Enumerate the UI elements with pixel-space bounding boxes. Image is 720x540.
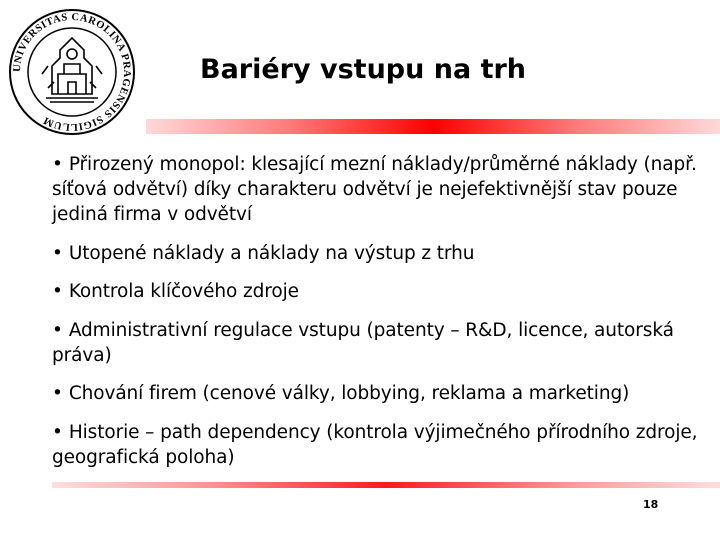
title-divider bbox=[146, 119, 720, 134]
university-seal bbox=[8, 8, 136, 136]
bullet-item bbox=[52, 279, 702, 304]
bullet-item bbox=[52, 420, 702, 470]
bullet-dot: • bbox=[52, 421, 63, 443]
bullet-dot: • bbox=[52, 281, 63, 302]
slide-title: Bariéry vstupu na trh bbox=[200, 54, 527, 85]
bullet-item bbox=[52, 318, 702, 368]
bullet-item bbox=[52, 152, 702, 227]
bullet-list bbox=[52, 152, 702, 483]
bullet-dot: • bbox=[52, 242, 63, 264]
bullet-text: Utopené náklady a náklady na výstup z trhu bbox=[68, 242, 475, 264]
bullet-text: Přirozený monopol: klesající mezní náklady/průměrné náklady (např. síťová odvětví) díky charakteru odvětví je nejefektivnější stav pouze jediná firma v odvětví bbox=[52, 154, 697, 225]
bullet-text: Kontrola klíčového zdroje bbox=[68, 281, 299, 302]
bullet-dot: • bbox=[52, 154, 63, 175]
seal-emblem bbox=[42, 38, 102, 102]
bullet-text: Chování firem (cenové války, lobbying, reklama a marketing) bbox=[68, 383, 630, 404]
bullet-text: Historie – path dependency (kontrola výjimečného přírodního zdroje, geografická poloha) bbox=[52, 421, 698, 468]
page-number: 18 bbox=[643, 498, 659, 511]
bullet-text: Administrativní regulace vstupu (patenty – R&D, licence, autorská práva) bbox=[52, 319, 674, 366]
seal-lettering-path: UNIVERSITAS CAROLINA PRAGENSIS SIGILLUM bbox=[11, 11, 133, 133]
bullet-item bbox=[52, 381, 702, 406]
bullet-item bbox=[52, 241, 702, 266]
seal-lettering bbox=[12, 12, 132, 132]
bullet-dot: • bbox=[52, 319, 63, 341]
footer-divider bbox=[52, 482, 720, 488]
bullet-dot: • bbox=[52, 383, 63, 404]
